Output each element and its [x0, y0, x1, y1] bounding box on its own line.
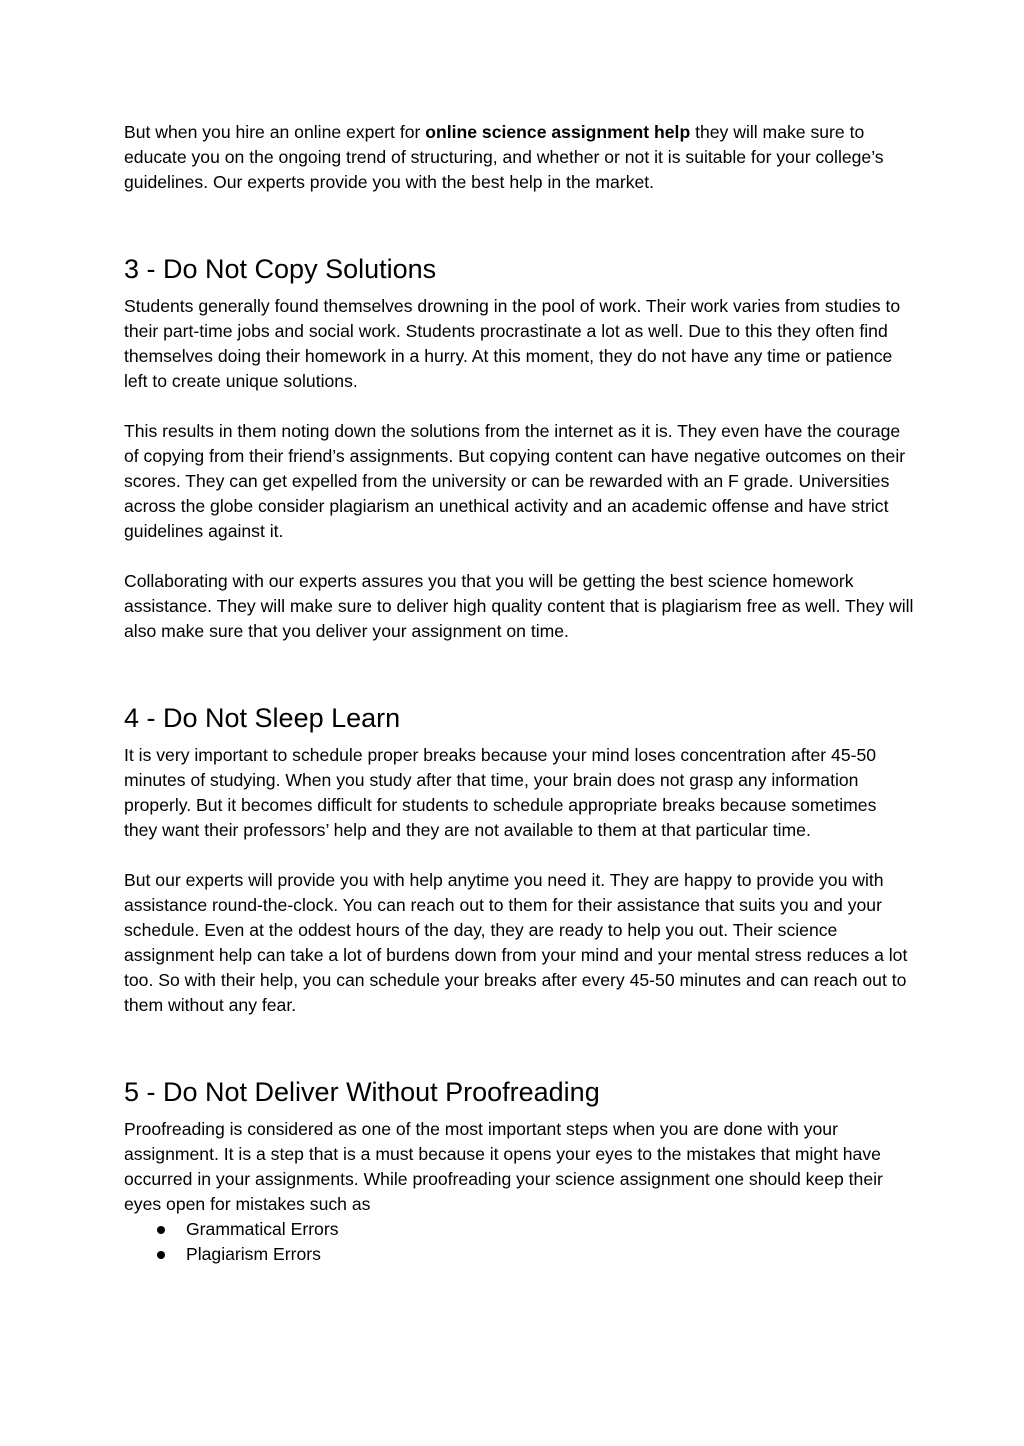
error-types-list: [124, 1217, 914, 1267]
document-page: [124, 120, 914, 1267]
intro-bold-phrase: online science assignment help: [425, 122, 691, 142]
section-5-heading: 5 - Do Not Deliver Without Proofreading: [124, 1077, 600, 1107]
bullet-icon: [157, 1251, 165, 1259]
intro-text-before: But when you hire an online expert for: [124, 122, 426, 142]
section-5-paragraph-1: Proofreading is considered as one of the most important steps when you are done with your assignment. It is a step that is a must because it opens your eyes to the mistakes that might have occurred in your assignments. While proofreading your science assignment one should keep their eyes open for mistakes such as: [124, 1119, 883, 1214]
section-3-paragraph-3: Collaborating with our experts assures you that you will be getting the best science homework assistance. They will make sure to deliver high quality content that is plagiarism free as well. They will also make sure that you deliver your assignment on time.: [124, 571, 914, 641]
list-item: [124, 1217, 914, 1242]
list-item: [124, 1242, 914, 1267]
bullet-icon: [157, 1226, 165, 1234]
section-4-paragraph-1: It is very important to schedule proper breaks because your mind loses concentration after 45-50 minutes of studying. When you study after that time, your brain does not grasp any information properly. But it becomes difficult for students to schedule appropriate breaks because sometimes they want their professors’ help and they are not available to them at that particular time.: [124, 745, 877, 840]
intro-text-after: they will make sure to educate you on the ongoing trend of structuring, and whether or not it is suitable for your college’s guidelines. Our experts provide you with the best help in the market.: [124, 122, 884, 192]
list-item-label: Plagiarism Errors: [186, 1244, 321, 1264]
section-3-paragraph-2: This results in them noting down the solutions from the internet as it is. They even have the courage of copying from their friend’s assignments. But copying content can have negative outcomes on their scores. They can get expelled from the university or can be rewarded with an F grade. Universities across the globe consider plagiarism an unethical activity and an academic offense and have strict guidelines against it.: [124, 421, 906, 541]
intro-paragraph: [124, 120, 914, 195]
section-4-heading: 4 - Do Not Sleep Learn: [124, 703, 401, 733]
section-3-heading: 3 - Do Not Copy Solutions: [124, 254, 437, 284]
section-3-paragraph-1: Students generally found themselves drowning in the pool of work. Their work varies from studies to their part-time jobs and social work. Students procrastinate a lot as well. Due to this they often find themselves doing their homework in a hurry. At this moment, they do not have any time or patience left to create unique solutions.: [124, 296, 901, 391]
list-item-label: Grammatical Errors: [186, 1219, 339, 1239]
section-4-paragraph-2: But our experts will provide you with help anytime you need it. They are happy to provide you with assistance round-the-clock. You can reach out to them for their assistance that suits you and your schedule. Even at the oddest hours of the day, they are ready to help you out. Their science assignment help can take a lot of burdens down from your mind and your mental stress reduces a lot too. So with their help, you can schedule your breaks after every 45-50 minutes and can reach out to them without any fear.: [124, 870, 908, 1015]
